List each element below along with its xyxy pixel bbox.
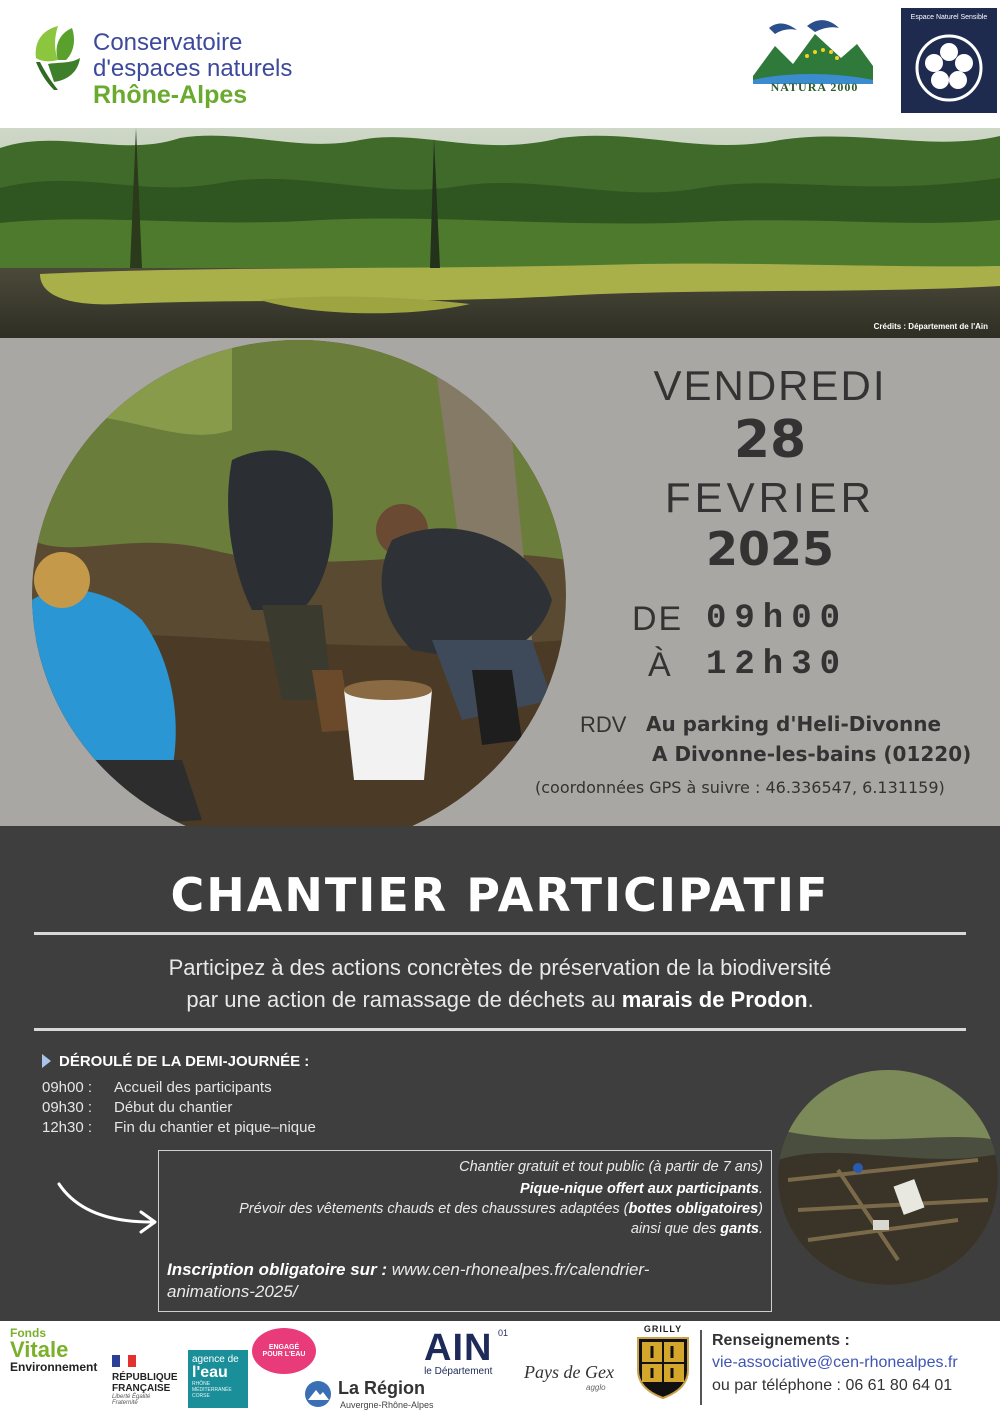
org-name-line3: Rhône-Alpes <box>93 81 248 109</box>
intro-text <box>0 952 1000 1016</box>
eau-label: l'eau <box>192 1364 228 1381</box>
page-title: CHANTIER PARTICIPATIF <box>170 868 830 922</box>
contact-email-link[interactable]: vie-associative@cen-rhonealpes.fr <box>712 1354 958 1371</box>
intro-line2-end: . <box>807 987 814 1012</box>
grilly-label: GRILLY <box>643 1324 683 1334</box>
rdv-location-line1: Au parking d'Heli-Divonne <box>646 712 942 736</box>
info-line-clothes <box>239 1201 763 1217</box>
environnement-label: Environnement <box>10 1360 98 1374</box>
republique-motto: Liberté Égalité Fraternité <box>112 1394 151 1406</box>
fonds-label: Fonds <box>10 1326 46 1340</box>
intro-location: marais de Prodon <box>621 987 808 1012</box>
clothes-end: ) <box>758 1201 763 1217</box>
gloves-pre: ainsi que des <box>630 1221 721 1237</box>
cen-leaf-logo-icon <box>28 24 86 94</box>
natura-2000-label: NATURA 2000 <box>770 80 859 94</box>
gps-coordinates: (coordonnées GPS à suivre : 46.336547, 6.131159) <box>535 778 945 797</box>
registration-url[interactable]: www.cen-rhonealpes.fr/calendrier-animations-2025/ <box>167 1260 650 1301</box>
francaise-label: FRANÇAISE <box>112 1383 171 1394</box>
contact-phone: ou par téléphone : 06 61 80 64 01 <box>712 1377 953 1394</box>
region-mountain-icon <box>304 1380 332 1408</box>
pays-de-gex-logo <box>524 1362 614 1392</box>
pays-gex-label: Pays de Gex <box>524 1362 614 1382</box>
event-day: VENDREDI <box>653 362 887 409</box>
schedule-heading <box>42 1053 309 1070</box>
republique-label: RÉPUBLIQUE <box>112 1372 178 1383</box>
schedule-time: 12h30 : <box>42 1119 93 1136</box>
registration-line <box>167 1259 727 1303</box>
from-time: 09h00 <box>706 600 849 638</box>
divider-top <box>34 932 966 935</box>
schedule-item <box>42 1079 272 1096</box>
marsh-debris-photo <box>778 1070 998 1285</box>
gloves-text: gants <box>720 1221 759 1237</box>
picnic-text: Pique-nique offert aux participants <box>519 1181 759 1197</box>
schedule-label: Accueil des participants <box>114 1079 272 1096</box>
to-time: 12h30 <box>706 646 849 684</box>
event-date-number: 28 <box>733 410 807 470</box>
agence-eau-logo <box>188 1350 248 1408</box>
picnic-end: . <box>758 1181 763 1197</box>
info-line-gloves <box>631 1221 763 1237</box>
intro-line1: Participez à des actions concrètes de préservation de la biodiversité <box>168 955 832 980</box>
marianne-flag-icon <box>112 1355 136 1367</box>
schedule-label: Fin du chantier et pique–nique <box>114 1119 316 1136</box>
ain-departement-logo <box>424 1327 509 1377</box>
from-label: DE <box>632 600 684 638</box>
org-name <box>93 30 292 108</box>
ain-label: AIN <box>424 1327 493 1369</box>
org-name-line2: d'espaces naturels <box>93 55 293 82</box>
registration-label: Inscription obligatoire sur : <box>167 1260 388 1279</box>
org-name-line1: Conservatoire <box>93 29 243 56</box>
practical-info-box <box>158 1150 772 1312</box>
boots-text: bottes obligatoires <box>628 1201 759 1217</box>
triangle-bullet-icon <box>42 1054 51 1068</box>
intro-line2 <box>0 984 1000 1016</box>
ens-label: Espace Naturel Sensible <box>910 14 988 21</box>
schedule-time: 09h00 : <box>42 1079 93 1096</box>
region-label: La Région <box>338 1378 426 1398</box>
curved-arrow-icon <box>55 1178 165 1238</box>
info-line-public: Chantier gratuit et tout public (à partir de 7 ans) <box>459 1159 763 1175</box>
photo-credit: Crédits : Département de l'Ain <box>873 322 988 331</box>
schedule-heading-text: DÉROULÉ DE LA DEMI-JOURNÉE : <box>59 1053 310 1070</box>
clothes-text: Prévoir des vêtements chauds et des chaussures adaptées ( <box>239 1201 629 1217</box>
event-year: 2025 <box>705 522 835 576</box>
ain-number: 01 <box>498 1328 509 1338</box>
engage-label: ENGAGÉ POUR L'EAU <box>262 1344 306 1358</box>
schedule-label: Début du chantier <box>114 1099 233 1116</box>
region-sub-label: Auvergne-Rhône-Alpes <box>340 1400 434 1410</box>
schedule-time: 09h30 : <box>42 1099 93 1116</box>
republique-francaise-logo <box>112 1354 178 1406</box>
footer-divider <box>700 1330 702 1405</box>
volunteers-photo <box>32 340 566 850</box>
divider-bottom <box>34 1028 966 1031</box>
ens-logo <box>901 8 997 113</box>
engage-eau-badge <box>252 1328 316 1374</box>
rdv-location-line2: A Divonne-les-bains (01220) <box>652 742 972 766</box>
agence-label: agence de <box>192 1354 239 1365</box>
contact-title: Renseignements : <box>712 1332 850 1349</box>
ain-sub-label: le Département <box>424 1366 493 1377</box>
fonds-vitale-logo <box>10 1326 97 1374</box>
gloves-end: . <box>758 1221 763 1237</box>
grilly-shield-icon <box>634 1334 692 1400</box>
rdv-label: RDV <box>580 712 627 737</box>
vitale-label: Vitale <box>10 1337 69 1362</box>
to-label: À <box>648 646 673 684</box>
schedule-item <box>42 1119 316 1136</box>
info-line-picnic <box>520 1181 763 1197</box>
ens-flower-icon <box>901 8 997 113</box>
grilly-logo <box>634 1324 692 1405</box>
agence-region-label: RHÔNE MÉDITERRANÉE CORSE <box>192 1381 232 1399</box>
schedule-item <box>42 1099 232 1116</box>
event-month: FEVRIER <box>664 474 876 521</box>
pays-gex-sub: agglo <box>586 1383 606 1392</box>
intro-line2-text: par une action de ramassage de déchets au <box>186 987 622 1012</box>
marsh-landscape-photo <box>0 128 1000 338</box>
